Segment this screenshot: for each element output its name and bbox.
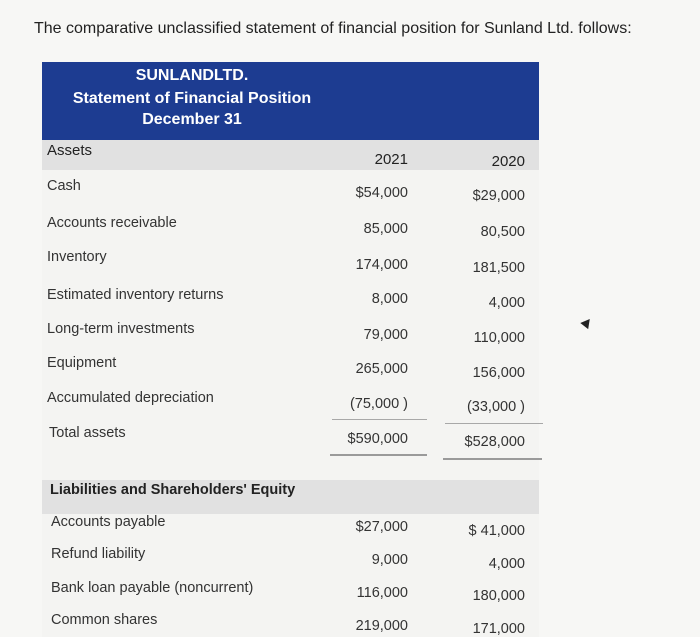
liability-value-2021: 116,000 (356, 585, 408, 601)
asset-value-2020: $29,000 (472, 188, 525, 204)
liability-value-2021: 219,000 (355, 618, 408, 634)
company-name: SUNLANDLTD. (135, 67, 249, 84)
liability-value-2020: 171,000 (472, 621, 525, 637)
asset-value-2021: 174,000 (355, 257, 408, 273)
financial-statement-table (42, 62, 539, 637)
liability-label: Bank loan payable (noncurrent) (51, 580, 254, 596)
statement-title: Statement of Financial Position (72, 90, 312, 107)
asset-label: Accumulated depreciation (47, 390, 214, 406)
asset-value-2020: (33,000 ) (466, 399, 525, 415)
year-2020-header: 2020 (491, 153, 525, 170)
liability-value-2020: 180,000 (472, 588, 525, 604)
liability-label: Accounts payable (51, 514, 166, 530)
asset-value-2021: 265,000 (355, 361, 408, 377)
liabilities-heading: Liabilities and Shareholders' Equity (50, 482, 296, 498)
total-assets-label: Total assets (49, 425, 126, 441)
total-assets-2020: $528,000 (464, 434, 525, 450)
asset-value-2021: $54,000 (355, 185, 408, 201)
liability-label: Refund liability (51, 546, 146, 562)
asset-label: Cash (47, 178, 81, 194)
liability-value-2020: $ 41,000 (468, 523, 525, 539)
asset-label: Accounts receivable (47, 215, 177, 231)
liability-value-2020: 4,000 (488, 556, 525, 572)
double-rule-2020 (443, 458, 542, 460)
subtotal-rule-2020 (445, 423, 543, 424)
asset-value-2020: 156,000 (472, 365, 525, 381)
total-assets-2021: $590,000 (347, 431, 408, 447)
asset-value-2021: 8,000 (371, 291, 408, 307)
liability-value-2021: 9,000 (371, 552, 408, 568)
statement-date: December 31 (142, 111, 242, 128)
asset-value-2020: 80,500 (480, 224, 525, 240)
year-2021-header: 2021 (374, 151, 408, 168)
asset-label: Estimated inventory returns (47, 287, 224, 303)
double-rule-2021 (330, 454, 427, 456)
asset-label: Equipment (47, 355, 117, 371)
asset-value-2020: 181,500 (472, 260, 525, 276)
asset-label: Inventory (47, 249, 107, 265)
statement-header (42, 62, 539, 140)
assets-heading: Assets (47, 142, 93, 159)
liability-value-2021: $27,000 (355, 519, 408, 535)
asset-value-2020: 4,000 (488, 295, 525, 311)
asset-label: Long-term investments (47, 321, 195, 337)
asset-value-2021: 85,000 (363, 221, 408, 237)
mouse-pointer-icon (580, 316, 593, 329)
intro-text: The comparative unclassified statement of financial position for Sunland Ltd. follows: (34, 20, 632, 37)
asset-value-2020: 110,000 (473, 330, 525, 346)
subtotal-rule-2021 (332, 419, 427, 420)
asset-value-2021: (75,000 ) (349, 396, 408, 412)
asset-value-2021: 79,000 (363, 327, 408, 343)
liability-label: Common shares (51, 612, 158, 628)
